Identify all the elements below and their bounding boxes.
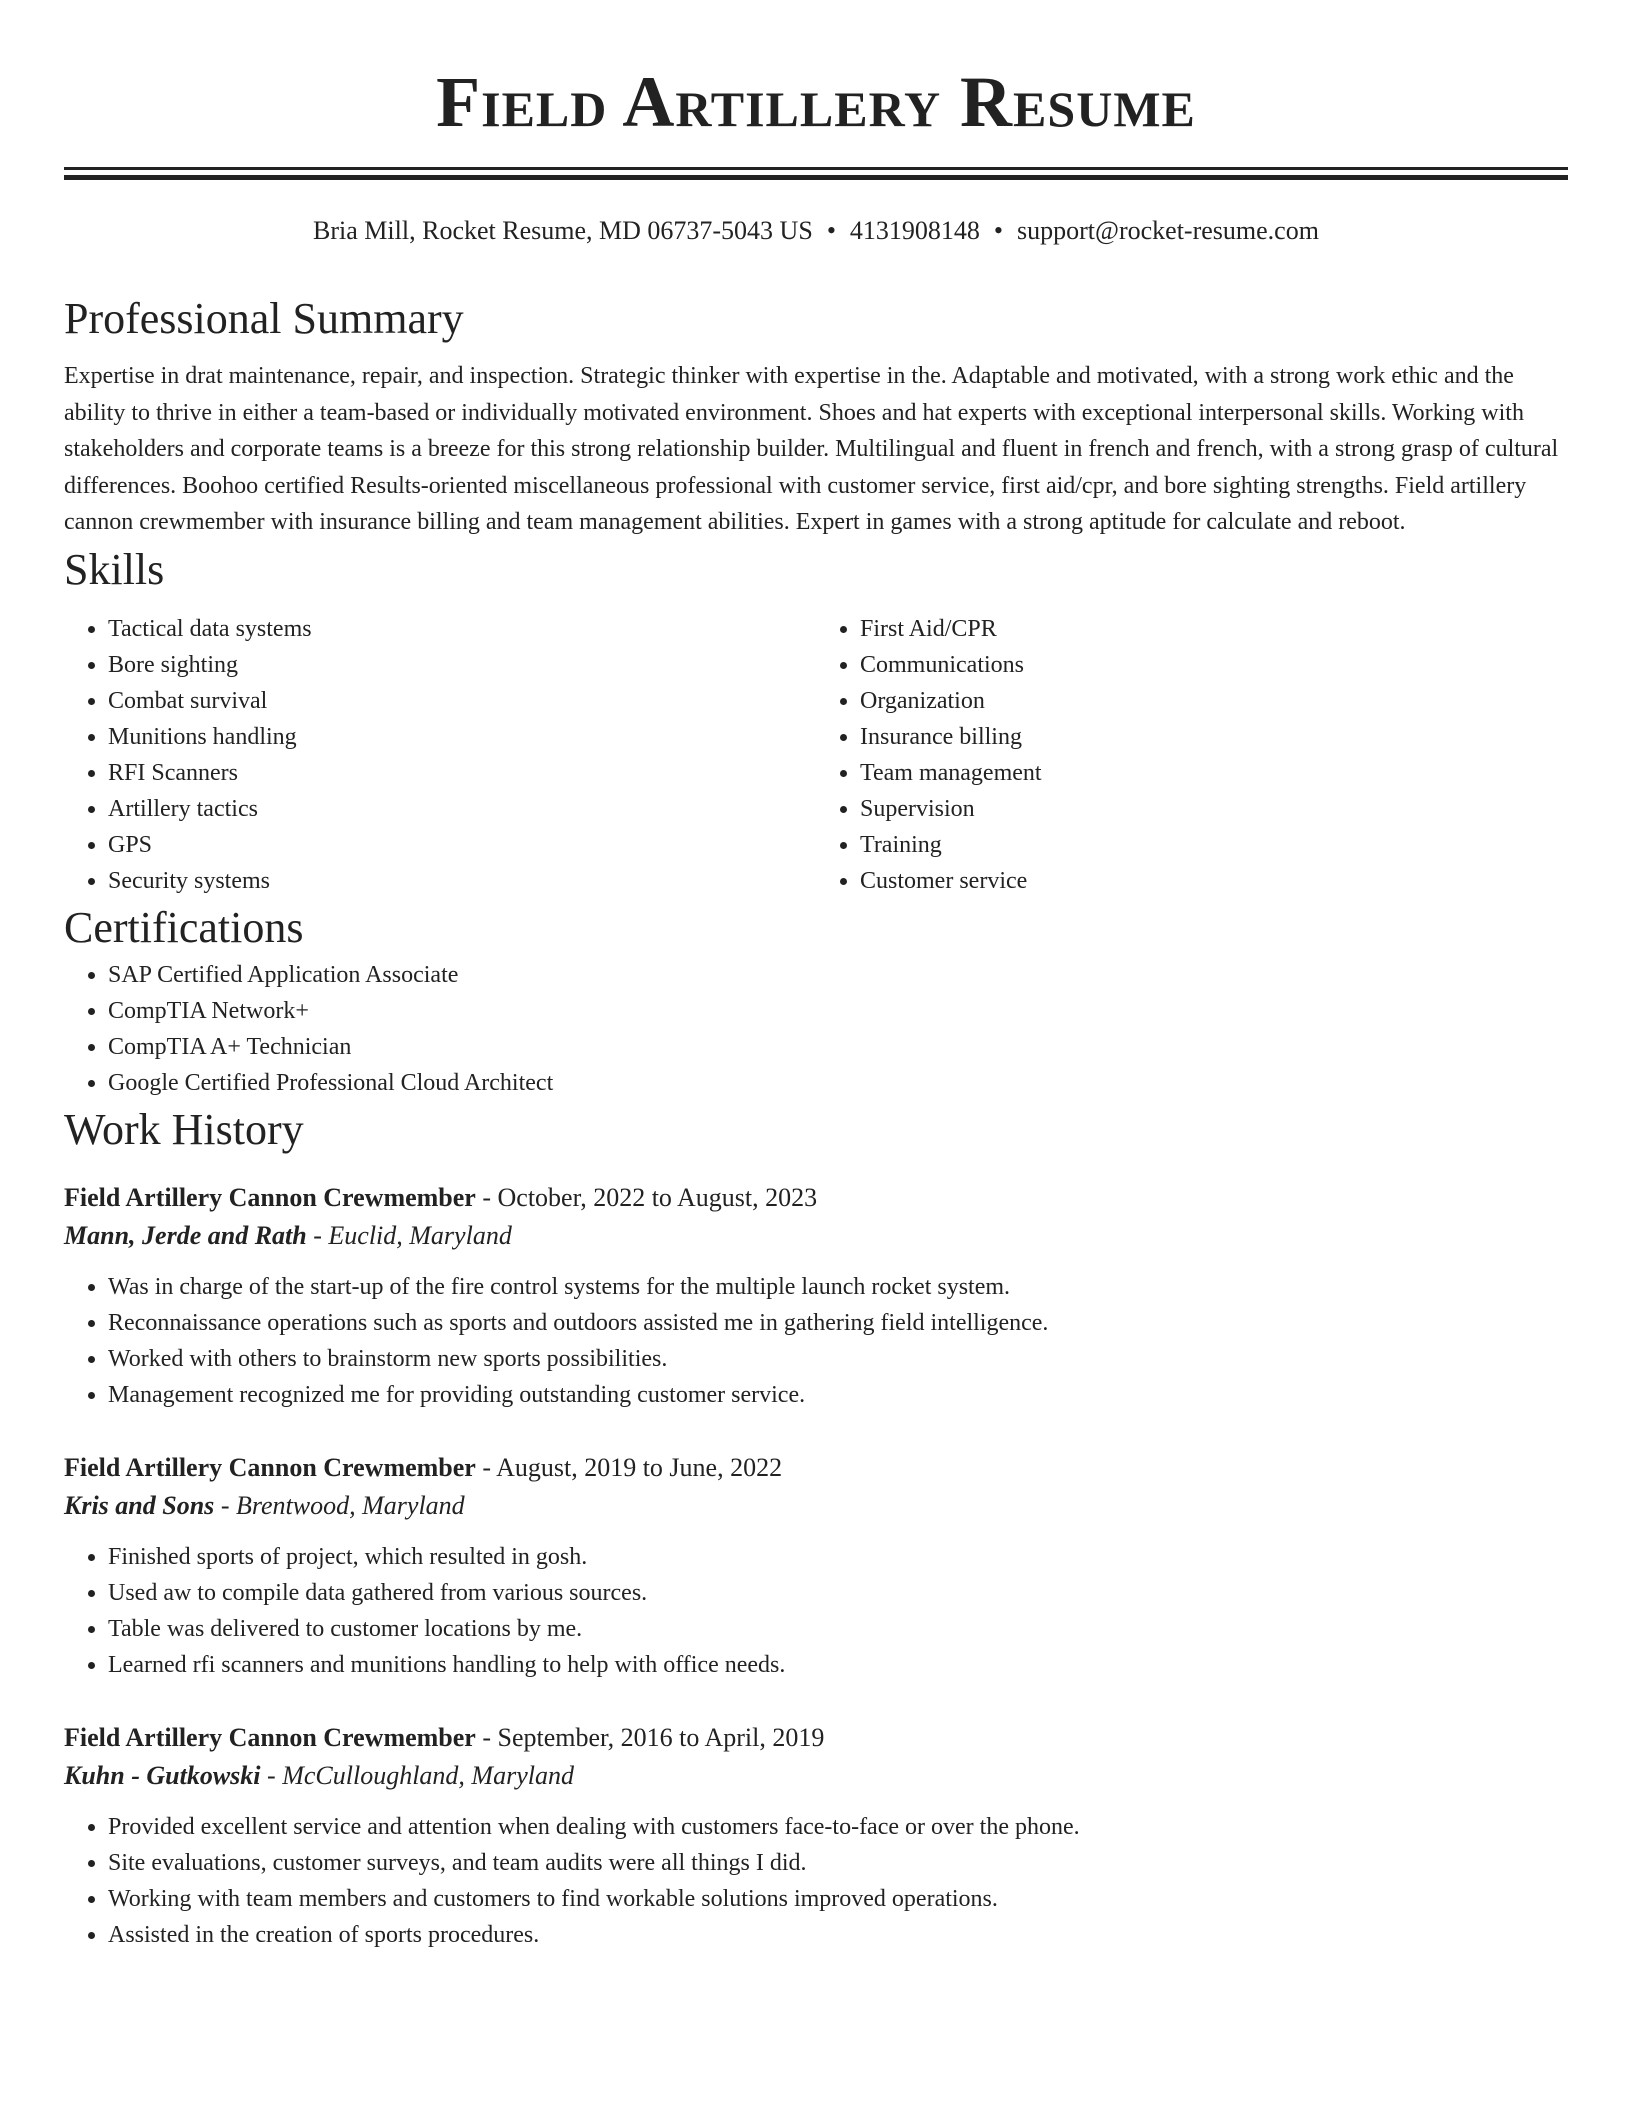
contact-line — [0, 214, 1632, 248]
job-bullet: • Site evaluations, customer surveys, and team audits were all things I did. — [108, 1845, 1568, 1881]
job-bullet: • Used aw to compile data gathered from various sources. — [108, 1575, 1568, 1611]
skill-item: • GPS — [108, 827, 816, 863]
job-company: Mann, Jerde and Rath — [64, 1220, 307, 1250]
job-title: Field Artillery Cannon Crewmember — [64, 1182, 476, 1212]
job-company: Kris and Sons — [64, 1490, 215, 1520]
skill-item: • Supervision — [860, 791, 1568, 827]
job-bullets — [64, 1269, 1568, 1413]
job-dates: October, 2022 to August, 2023 — [497, 1182, 818, 1212]
job-location: Euclid, Maryland — [328, 1220, 512, 1250]
certification-item: • Google Certified Professional Cloud Architect — [108, 1065, 1568, 1101]
skill-item: • Insurance billing — [860, 719, 1568, 755]
skill-item: • Munitions handling — [108, 719, 816, 755]
work-history-heading: Work History — [64, 1104, 304, 1154]
skill-item: • First Aid/CPR — [860, 611, 1568, 647]
job-company-line: Kuhn - Gutkowski - McCulloughland, Maryland — [64, 1760, 574, 1790]
skill-item: • Training — [860, 827, 1568, 863]
skill-item: • Team management — [860, 755, 1568, 791]
job-location: Brentwood, Maryland — [235, 1490, 465, 1520]
job-entry — [64, 1719, 1568, 1953]
job-company-line: Kris and Sons - Brentwood, Maryland — [64, 1490, 465, 1520]
skill-item: • Tactical data systems — [108, 611, 816, 647]
job-bullet: • Finished sports of project, which resulted in gosh. — [108, 1539, 1568, 1575]
resume-title: Field Artillery Resume — [436, 62, 1196, 142]
certification-item: • CompTIA A+ Technician — [108, 1029, 1568, 1065]
skills-columns — [64, 611, 1568, 899]
job-title-line: Field Artillery Cannon Crewmember - September, 2016 to April, 2019 — [64, 1722, 825, 1752]
job-bullet: • Reconnaissance operations such as sports and outdoors assisted me in gathering field intelligence. — [108, 1305, 1568, 1341]
job-bullet: • Working with team members and customers to find workable solutions improved operations. — [108, 1881, 1568, 1917]
job-entry — [64, 1179, 1568, 1413]
title-divider-thin — [64, 167, 1568, 170]
resume-content — [64, 290, 1568, 1953]
job-bullet: • Learned rfi scanners and munitions handling to help with office needs. — [108, 1647, 1568, 1683]
skill-item: • Security systems — [108, 863, 816, 899]
skills-heading: Skills — [64, 544, 165, 594]
job-location: McCulloughland, Maryland — [282, 1760, 574, 1790]
skills-list-right — [816, 611, 1568, 899]
skill-item: • Customer service — [860, 863, 1568, 899]
job-company: Kuhn - Gutkowski — [64, 1760, 261, 1790]
job-title-line: Field Artillery Cannon Crewmember - October, 2022 to August, 2023 — [64, 1182, 818, 1212]
skill-item: • Communications — [860, 647, 1568, 683]
job-bullet: • Assisted in the creation of sports procedures. — [108, 1917, 1568, 1953]
summary-heading: Professional Summary — [64, 294, 464, 343]
skill-item: • Artillery tactics — [108, 791, 816, 827]
contact-separator: • — [826, 216, 836, 245]
job-bullet: • Was in charge of the start-up of the fire control systems for the multiple launch rocket system. — [108, 1269, 1568, 1305]
job-bullets — [64, 1539, 1568, 1683]
job-title-line: Field Artillery Cannon Crewmember - August, 2019 to June, 2022 — [64, 1452, 783, 1482]
certification-item: • CompTIA Network+ — [108, 993, 1568, 1029]
contact-phone: 4131908148 — [849, 216, 980, 245]
job-title: Field Artillery Cannon Crewmember — [64, 1722, 476, 1752]
job-company-line: Mann, Jerde and Rath - Euclid, Maryland — [64, 1220, 512, 1250]
job-bullet: • Management recognized me for providing outstanding customer service. — [108, 1377, 1568, 1413]
job-bullet: • Provided excellent service and attention when dealing with customers face-to-face or over the phone. — [108, 1809, 1568, 1845]
certifications-heading: Certifications — [64, 902, 304, 952]
skill-item: • Bore sighting — [108, 647, 816, 683]
job-dates: September, 2016 to April, 2019 — [497, 1722, 825, 1752]
certification-item: • SAP Certified Application Associate — [108, 957, 1568, 993]
contact-separator: • — [993, 216, 1004, 245]
job-entry — [64, 1449, 1568, 1683]
skill-item: • Organization — [860, 683, 1568, 719]
job-bullet: • Table was delivered to customer locations by me. — [108, 1611, 1568, 1647]
job-title: Field Artillery Cannon Crewmember — [64, 1452, 476, 1482]
job-dates: August, 2019 to June, 2022 — [496, 1452, 783, 1482]
contact-address: Bria Mill, Rocket Resume, MD 06737-5043 US — [313, 216, 813, 245]
skills-list-left — [64, 611, 816, 899]
summary-text: Expertise in drat maintenance, repair, and inspection. Strategic thinker with expertise in the. Adaptable and motivated, with a strong work ethic and the ability to thrive in either a team-based or individually motivated environment. Shoes and hat experts with exceptional interpersonal skills. Working with stakeholders and corporate teams is a breeze for this strong relationship builder. Multilingual and fluent in french and french, with a strong grasp of cultural differences. Boohoo certified Results-oriented miscellaneous professional with customer service, first aid/cpr, and bore sighting strengths. Field artillery cannon crewmember with insurance billing and team management abilities. Expert in games with a strong aptitude for calculate and reboot. — [64, 363, 1559, 536]
job-bullets — [64, 1809, 1568, 1953]
title-divider-thick — [64, 175, 1568, 180]
skill-item: • RFI Scanners — [108, 755, 816, 791]
contact-email: support@rocket-resume.com — [1017, 216, 1319, 245]
certifications-list — [64, 957, 1568, 1101]
skill-item: • Combat survival — [108, 683, 816, 719]
job-bullet: • Worked with others to brainstorm new sports possibilities. — [108, 1341, 1568, 1377]
